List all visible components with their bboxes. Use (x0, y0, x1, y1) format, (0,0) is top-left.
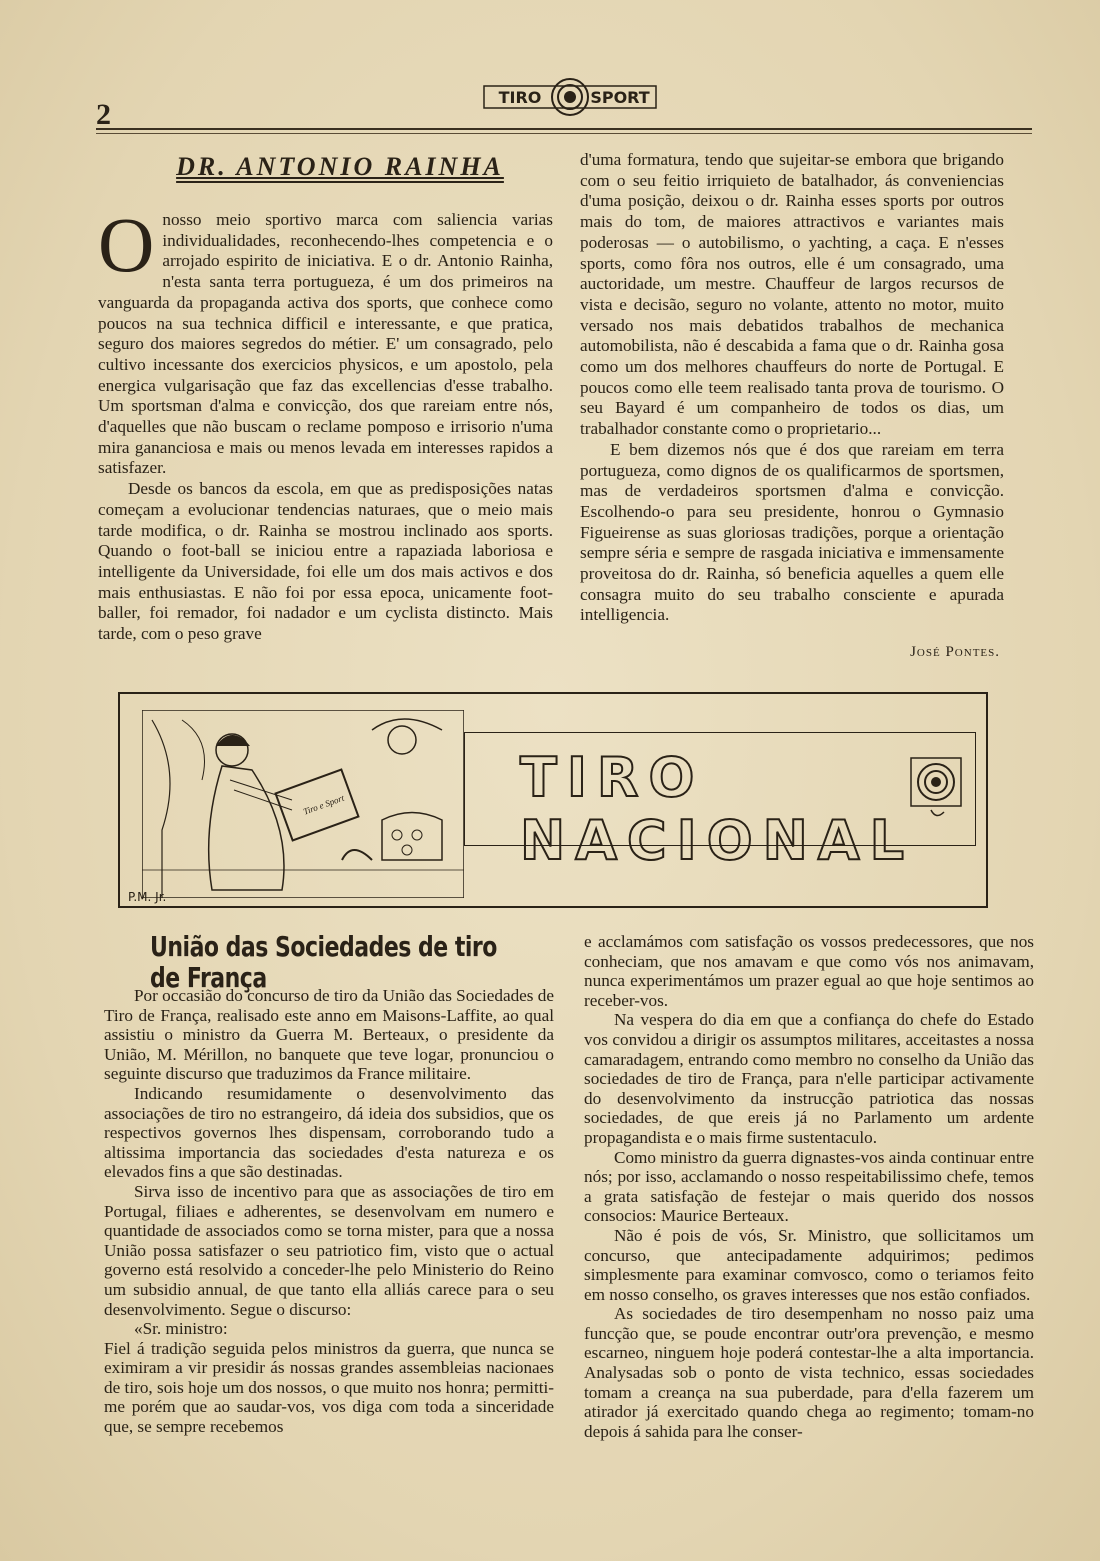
page-number: 2 (96, 98, 110, 131)
article2-left-column (104, 986, 554, 1437)
article2-paragraph: «Sr. ministro: (134, 1319, 228, 1339)
banner-title: TIRO NACIONAL (520, 746, 915, 872)
article2-paragraph: Como ministro da guerra dignastes-vos ainda continuar entre nós; por isso, acclamando o nosso respeitabilissimo chefe, temos a grata satisfação de festejar o mais querido dos nossos consocios: Maurice Berteaux. (584, 1147, 1034, 1226)
svg-text:SPORT: SPORT (590, 88, 650, 107)
article1-paragraph: E bem dizemos nós que é dos que rareiam em terra portugueza, como dignos de os qualificarmos de sportsmen, mas de verdadeiros sportsmen d'alma e convicção. Escolhendo-o para seu presidente, honrou o Gymnasio Figueirense as suas gloriosas tradições, porque a orientação sempre séria e sempre de rasgada iniciativa e immensamente proveitosa do dr. Rainha, só beneficia aquelles a quem elle consagra muito do seu trabalho consciente e apurada intelligencia. (580, 439, 1004, 625)
tablet-text: Tiro e Sport (301, 792, 346, 817)
article2-paragraph: e acclamámos com satisfação os vossos predecessores, que nos conheciam, que nos amavam e que como vós nos animavam, nunca experimentámos um prazer egual ao que hoje sentimos ao receber-vos. (584, 932, 1034, 1010)
article1-paragraph: Desde os bancos da escola, em que as predisposições natas começam a evolucionar tendencias naturaes, que o meio mais tarde modifica, o dr. Rainha se mostrou inclinado aos sports. Quando o foot-ball se iniciou entre a rapaziada laboriosa e intelligente da Universidade, foi elle um dos mais activos e dos mais enthusiastas. E não foi por essa epoca, unicamente foot-baller, foi remador, foi nadador e um cyclista distincto. Mais tarde, com o peso grave (98, 479, 553, 644)
article1-paragraph: nosso meio sportivo marca com saliencia varias individualidades, reconhecendo-lhes competencia e o arrojado espirito de iniciativa. E o dr. Antonio Rainha, n'esta santa terra portugueza, é um dos primeiros na vanguarda da propaganda activa dos sports, que conhece como poucos na sua technica difficil e interessante, e que pratica, seguro dos maiores segredos do métier. E' um consagrado, pelo cultivo incessante dos exercicios physicos, e um apostolo, pela energica vulgarisação que faz das excellencias d'esse trabalho. Um sportsman d'alma e convicção, dos que rareiam entre nós, d'aquelles que não buscam o reclame pomposo e irrisorio n'uma mira gananciosa e mais ou menos levada em interesses rapidos a satisfazer. (98, 210, 553, 478)
article2-title: União das Sociedades de tiro de França (150, 932, 497, 995)
article2-paragraph: Sirva isso de incentivo para que as associações de tiro em Portugal, filiaes e adherentes, se desenvolvam em numero e quantidade de associados como se torna mister, para que a nossa União possa satisfazer o seu patriotico fim, visto que o actual governo está resolvido a conceder-lhe pelo Ministerio do Reino um subsidio annual, de que tanto ella alliás carece para o seu desenvolvimento. Segue o discurso: (104, 1181, 554, 1319)
article2-right-column (584, 932, 1034, 1441)
target-icon (906, 750, 966, 820)
svg-text:TIRO: TIRO (498, 88, 542, 107)
header-rule-thin (96, 133, 1032, 134)
article2-paragraph: Fiel á tradição seguida pelos ministros da guerra, que nunca se eximiram a vir presidir ás nossas grandes assembleias nacionaes de tiro, sois hoje um dos nossos, o que muito nos honra; permitti-me porém que ao saudar-vos, vos diga com toda a sinceridade que, se sempre recebemos (104, 1338, 554, 1437)
artist-signature: P.M. Jr. (128, 890, 167, 904)
author-signature: José Pontes. (910, 644, 1000, 660)
article1-left-column (98, 201, 553, 645)
article2-paragraph: As sociedades de tiro desempenham no nosso paiz uma funcção que, se poude encontrar outr'ora prevenção, e mesmo escarneo, ninguem hoje poderá contestar-lhe a alta importancia. Analysadas sob o ponto de vista technico, essas sociedades tomam a creança na sua puberdade, para d'ella fazerem um atirador já exercitado quando chega ao regimento; tomam-no depois á sahida para lhe conser- (584, 1304, 1034, 1441)
illustration-woman-writing (142, 710, 464, 898)
article2-paragraph: Por occasião do concurso de tiro da União das Sociedades de Tiro de França, realisado este anno em Maisons-Laffite, ao qual assistiu o ministro da Guerra M. Berteaux, o presidente da União, M. Mérillon, no banquete que teve logar, pronunciou o seguinte discurso que traduzimos da France militaire. (104, 986, 555, 1084)
article2-paragraph: Na vespera do dia em que a confiança do chefe do Estado vos convidou a dirigir os assumptos militares, acceitastes a nossa camaradagem, entrando como membro no conselho da União das sociedades de tiro de França, para n'elle participar activamente do desenvolvimento da instrucção patriotica das nossas sociedades, de que ereis já no Parlamento um ardente propagandista e o mais firme sustentaculo. (584, 1010, 1034, 1147)
masthead-logo (480, 72, 660, 122)
drop-cap: O (98, 201, 155, 288)
tiro-nacional-banner (118, 692, 988, 908)
article1-title: DR. ANTONIO RAINHA (176, 152, 504, 181)
article2-paragraph: Indicando resumidamente o desenvolvimento das associações de tiro no estrangeiro, dá ideia dos subsidios, que os respectivos governos lhes dispensam, corroborando tudo a altissima importancia das sociedades d'esta natureza e os elevados fins a que são destinadas. (104, 1083, 554, 1182)
header-rule (96, 128, 1032, 130)
article1-right-column (580, 150, 1004, 626)
article2-paragraph: Não é pois de vós, Sr. Ministro, que sollicitamos um concurso, que antecipadamente adquirimos; pedimos simplesmente para examinar comvosco, como o teriamos feito em nosso conselho, os graves interesses que nos estão confiados. (584, 1225, 1034, 1304)
article1-paragraph: d'uma formatura, tendo que sujeitar-se embora que brigando com o seu feitio irriquieto de batalhador, ás conveniencias d'uma posição, deixou o dr. Rainha esses sports por outros mais do tom, de maiores attractivos e variantes mais poderosas — o autobilismo, o yachting, a caça. E n'esses sports, como fôra nos outros, elle é um consagrado, uma auctoridade, um mestre. Chauffeur de largos recursos de vista e decisão, seguro no volante, attento no motor, muito versado nos mais debatidos trabalhos de mechanica automobilista, não é descabida a fama que o dr. Rainha gosa como um dos melhores chauffeurs do norte de Portugal. E poucos como elle teem realisado tanta prova de tourismo. O seu Bayard é um companheiro de todos os dias, um trabalhador constante como o proprietario... (580, 150, 1004, 439)
